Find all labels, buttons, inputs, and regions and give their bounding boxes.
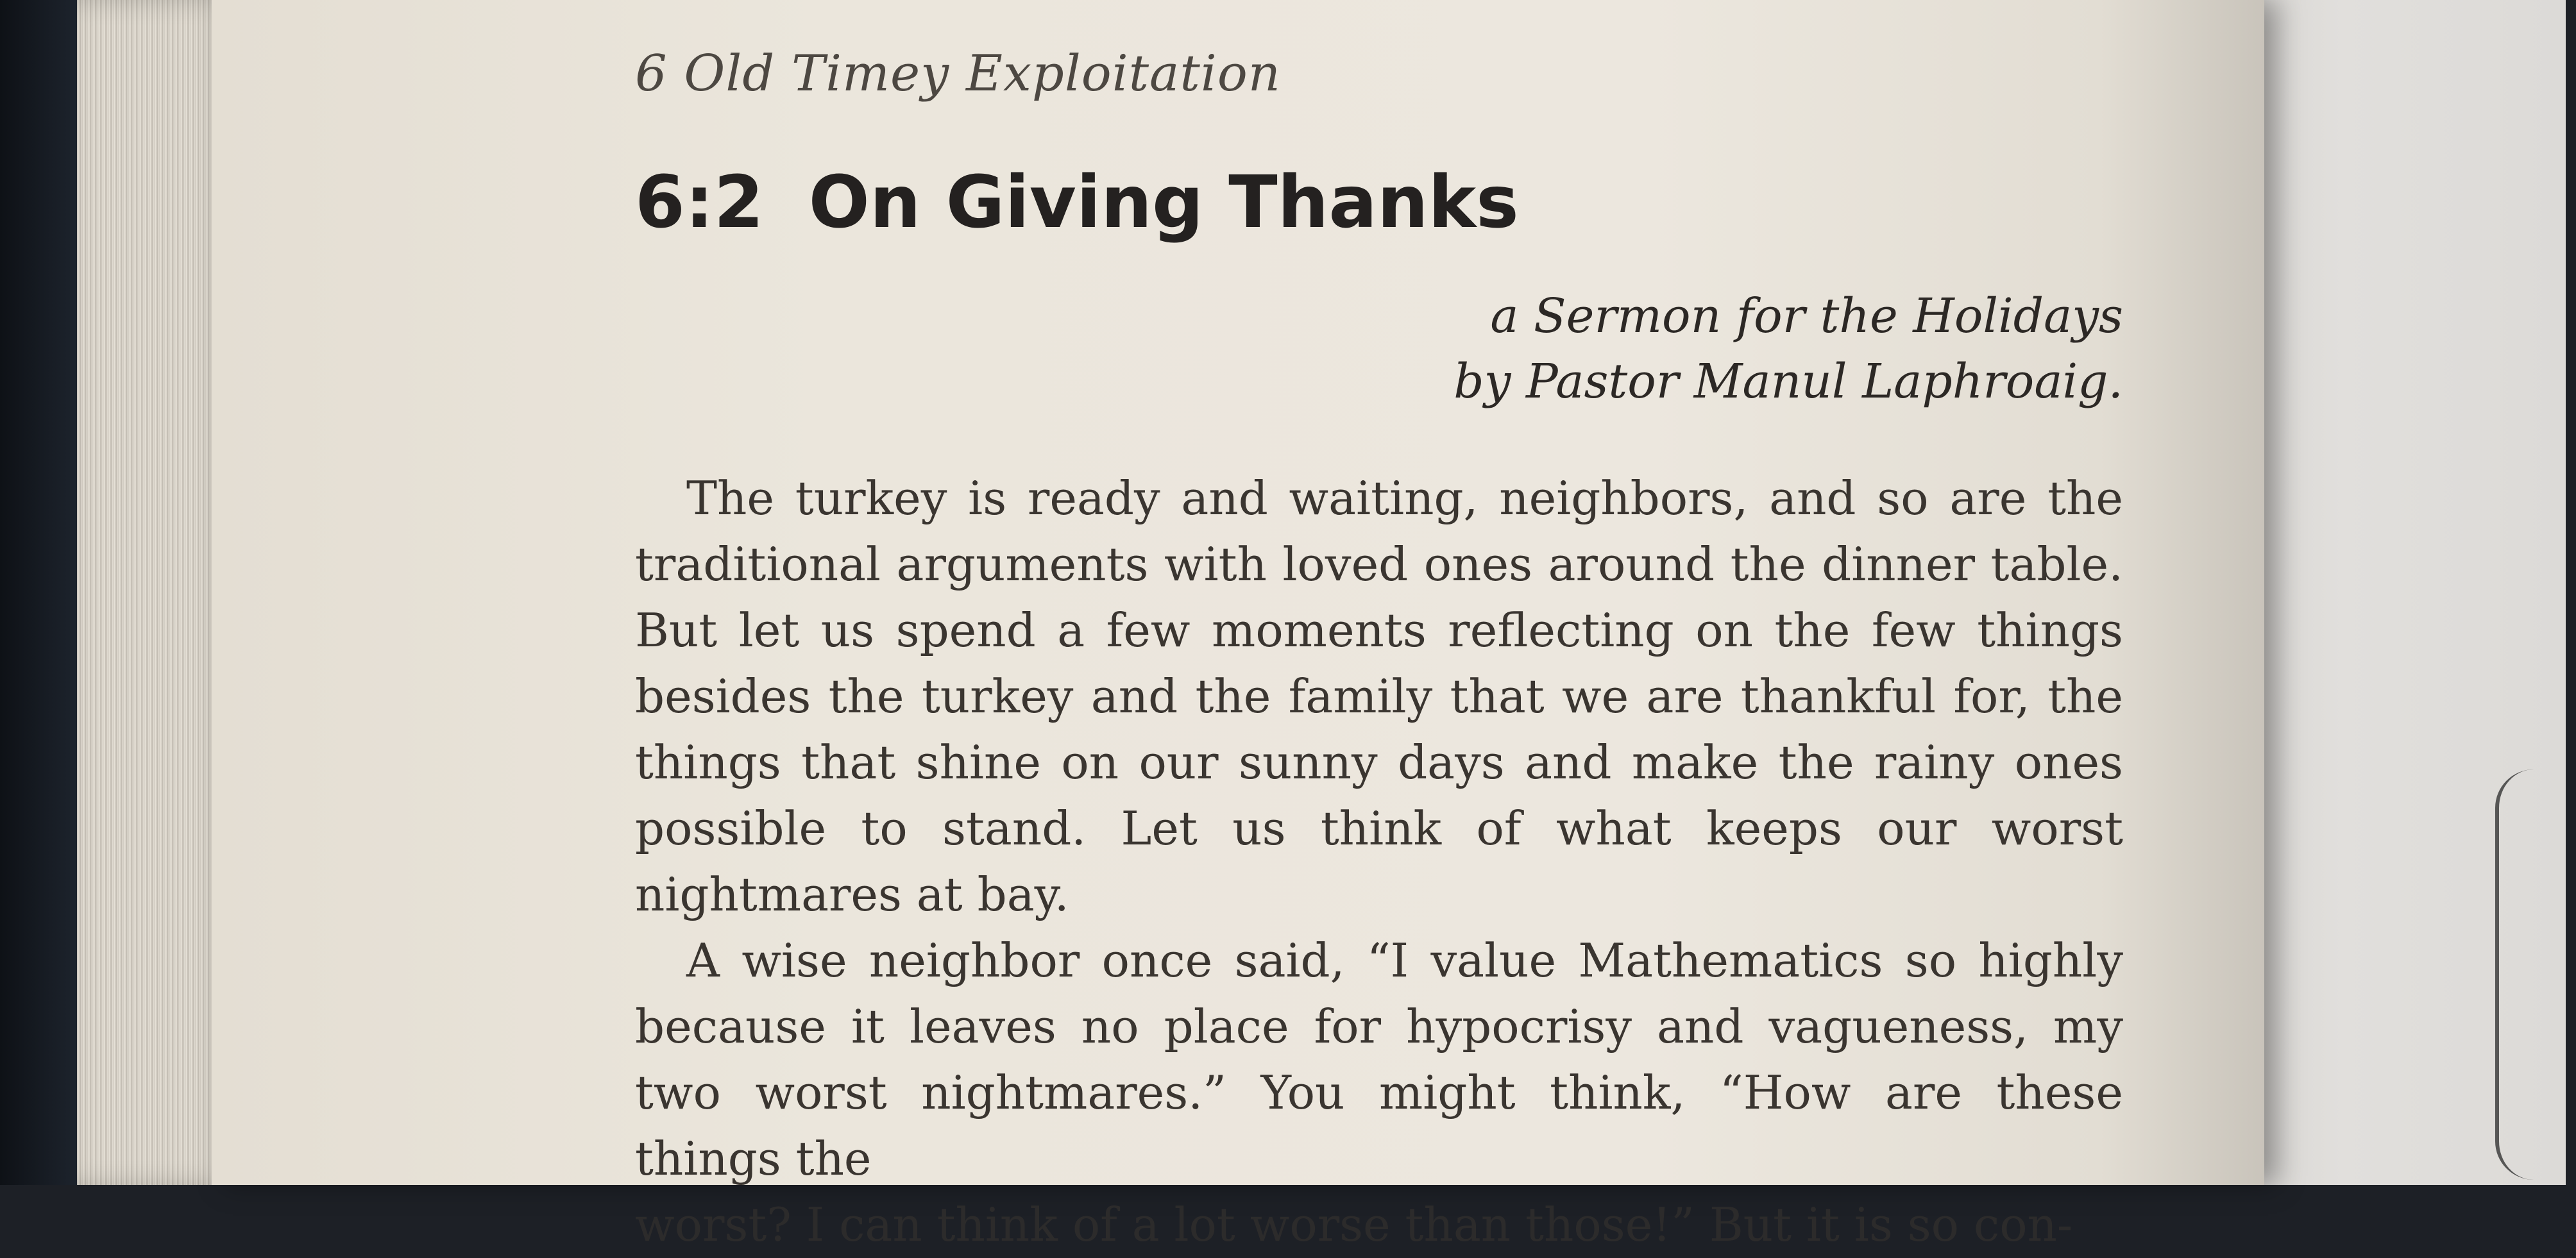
section-title-text: On Giving Thanks (808, 161, 1519, 244)
byline (635, 283, 2123, 414)
section-number: 6:2 (635, 161, 764, 244)
page-curl (2495, 769, 2576, 1180)
byline-author: by Pastor Manul Laphroaig. (1453, 354, 2123, 409)
paragraph: A wise neighbor once said, “I value Mathematics so highly because it leaves no place for hypocrisy and vagueness, my two worst nightmares.” You might think, “How are these things the (635, 934, 2123, 1186)
paragraph-cutoff: worst? I can think of a lot worse than those!” But it is so con- (635, 1198, 2073, 1252)
paragraph: The turkey is ready and waiting, neighbors, and so are the traditional arguments with loved ones around the dinner table. But let us spend a few moments reflecting on the few things besides the turkey and the family that we are thankful for, the things that shine on our sunny days and make the rainy ones possible to stand. Let us think of what keeps our worst nightmares at bay. (635, 471, 2123, 921)
running-head: 6 Old Timey Exploitation (635, 45, 1282, 103)
section-title (635, 161, 2123, 244)
page-content (635, 45, 2123, 1258)
byline-subtitle: a Sermon for the Holidays (1490, 289, 2123, 344)
